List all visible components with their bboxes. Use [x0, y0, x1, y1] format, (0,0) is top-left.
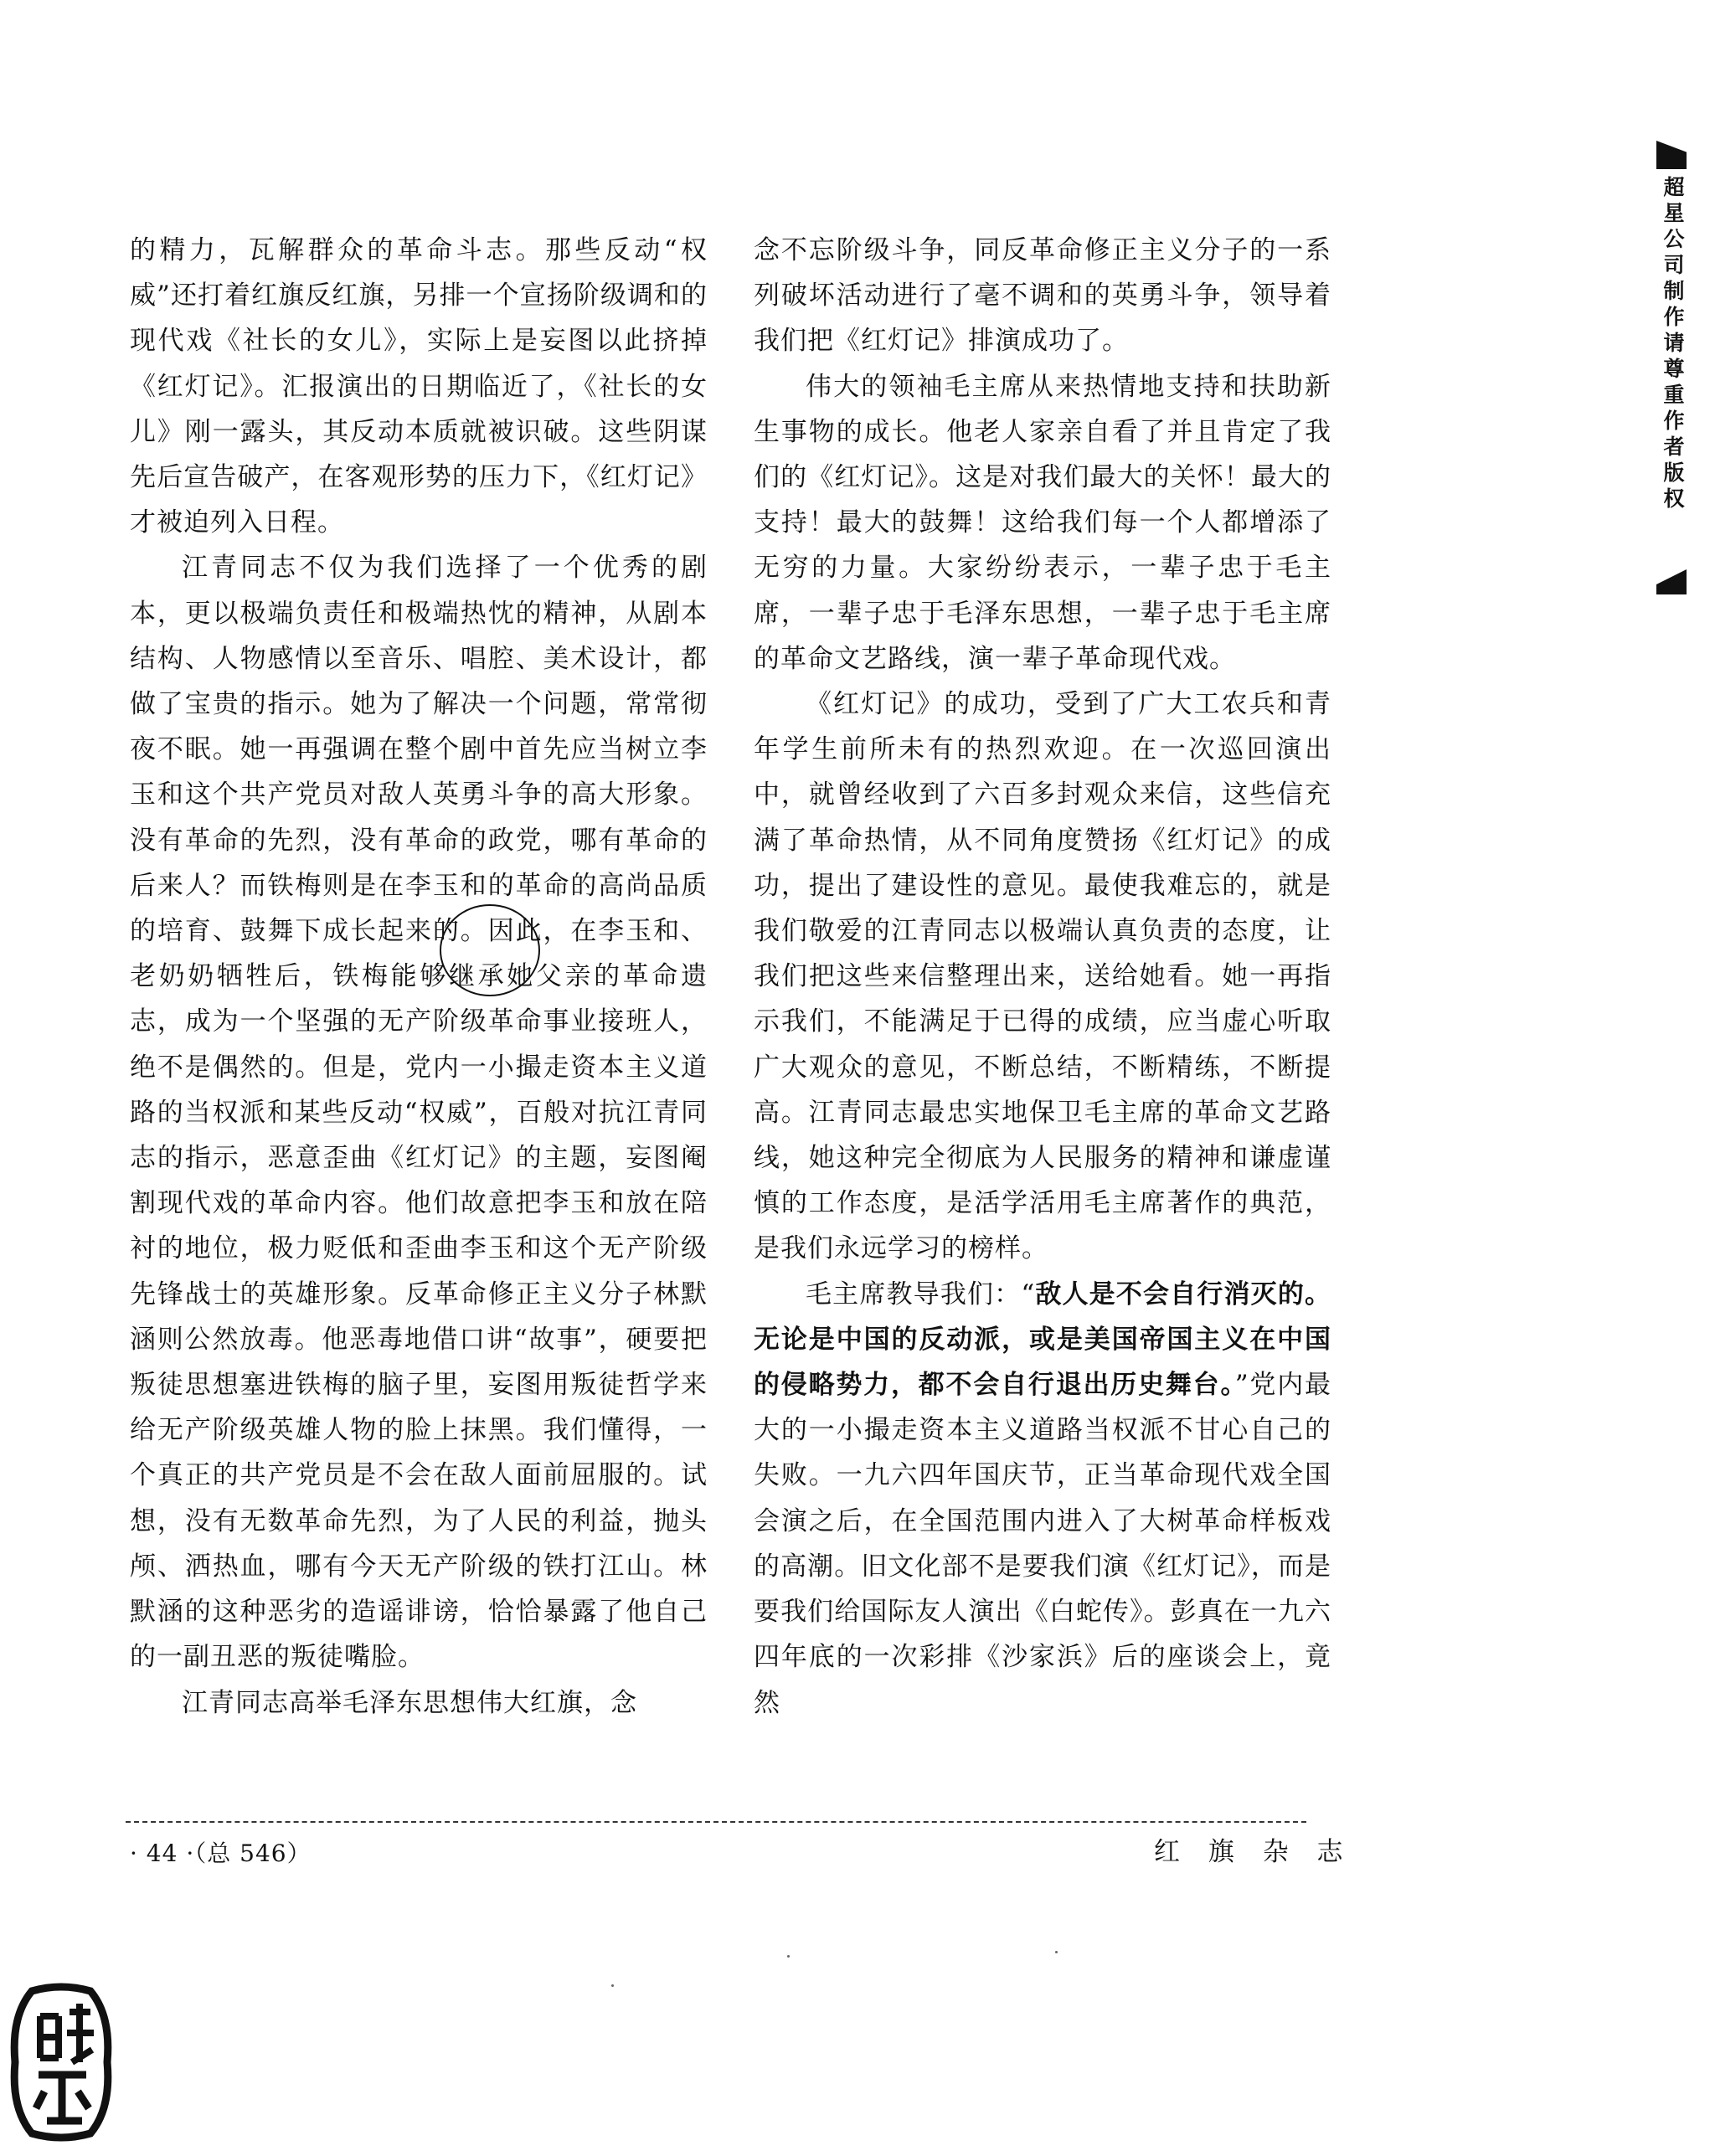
scan-speck	[611, 1984, 614, 1987]
paragraph: 念不忘阶级斗争，同反革命修正主义分子的一系列破坏活动进行了毫不调和的英勇斗争，领导着我们把《红灯记》排演成功了。	[754, 235, 1331, 357]
page-number: · 44 ·（总 546）	[130, 1840, 312, 1867]
scan-speck	[787, 1955, 790, 1958]
paragraph: 的精力，瓦解群众的革命斗志。那些反动“权威”还打着红旗反红旗，另排一个宣扬阶级调和的现代戏《社长的女儿》，实际上是妄图以此挤掉《红灯记》。汇报演出的日期临近了，《社长的女儿》刚一露头，其反动本质就被识破。这些阴谋先后宣告破产，在客观形势的压力下，《红灯记》才被迫列入日程。	[130, 235, 708, 538]
left-column	[130, 228, 708, 1726]
paragraph-text: ”党内最大的一小撮走资本主义道路当权派不甘心自己的失败。一九六四年国庆节，正当革命现代戏全国会演之后，在全国范围内进入了大树革命样板戏的高潮。旧文化部不是要我们演《红灯记》，而是要我们给国际友人演出《白蛇传》。彭真在一九六四年底的一次彩排《沙家浜》后的座谈会上，竟然	[754, 1370, 1331, 1718]
copyright-notice: 超星公司制作请尊重作者版权	[1661, 176, 1685, 513]
right-column	[754, 228, 1331, 1726]
side-bar-top	[1656, 141, 1687, 169]
handwritten-circle-mark	[440, 904, 540, 996]
paragraph-with-quotation	[754, 1272, 1331, 1726]
paragraph: 伟大的领袖毛主席从来热情地支持和扶助新生事物的成长。他老人家亲自看了并且肯定了我们的《红灯记》。这是对我们最大的关怀！最大的支持！最大的鼓舞！这给我们每一个人都增添了无穷的力量。大家纷纷表示，一辈子忠于毛主席，一辈子忠于毛泽东思想，一辈子忠于毛主席的革命文艺路线，演一辈子革命现代戏。	[754, 371, 1331, 674]
side-bar-bottom	[1656, 569, 1687, 594]
seal-stamp-icon	[7, 1983, 116, 2142]
scan-speck	[1055, 1951, 1058, 1953]
footer-divider	[126, 1821, 1306, 1823]
paragraph-text: 毛主席教导我们：“	[806, 1279, 1036, 1310]
paragraph: 江青同志不仅为我们选择了一个优秀的剧本，更以极端负责任和极端热忱的精神，从剧本结构、人物感情以至音乐、唱腔、美术设计，都做了宝贵的指示。她为了解决一个问题，常常彻夜不眠。她一再强调在整个剧中首先应当树立李玉和这个共产党员对敌人英勇斗争的高大形象。没有革命的先烈，没有革命的政党，哪有革命的后来人？而铁梅则是在李玉和的革命的高尚品质的培育、鼓舞下成长起来的。因此，在李玉和、老奶奶牺牲后，铁梅能够继承她父亲的革命遗志，成为一个坚强的无产阶级革命事业接班人，绝不是偶然的。但是，党内一小撮走资本主义道路的当权派和某些反动“权威”，百般对抗江青同志的指示，恶意歪曲《红灯记》的主题，妄图阉割现代戏的革命内容。他们故意把李玉和放在陪衬的地位，极力贬低和歪曲李玉和这个无产阶级先锋战士的英雄形象。反革命修正主义分子林默涵则公然放毒。他恶毒地借口讲“故事”，硬要把叛徒思想塞进铁梅的脑子里，妄图用叛徒哲学来给无产阶级英雄人物的脸上抹黑。我们懂得，一个真正的共产党员是不会在敌人面前屈服的。试想，没有无数革命先烈，为了人民的利益，抛头颅、洒热血，哪有今天无产阶级的铁打江山。林默涵的这种恶劣的造谣诽谤，恰恰暴露了他自己的一副丑恶的叛徒嘴脸。	[130, 553, 708, 1673]
mao-quotation: 敌人是不会自行消灭的。无论是中国的反动派，或是美国帝国主义在中国的侵略势力，都不会自行退出历史舞台。	[754, 1279, 1331, 1401]
magazine-name: 红 旗 杂 志	[1154, 1837, 1353, 1867]
paragraph: 《红灯记》的成功，受到了广大工农兵和青年学生前所未有的热烈欢迎。在一次巡回演出中，就曾经收到了六百多封观众来信，这些信充满了革命热情，从不同角度赞扬《红灯记》的成功，提出了建设性的意见。最使我难忘的，就是我们敬爱的江青同志以极端认真负责的态度，让我们把这些来信整理出来，送给她看。她一再指示我们，不能满足于已得的成绩，应当虚心听取广大观众的意见，不断总结，不断精练，不断提高。江青同志最忠实地保卫毛主席的革命文艺路线，她这种完全彻底为人民服务的精神和谦虚谨慎的工作态度，是活学活用毛主席著作的典范，是我们永远学习的榜样。	[754, 689, 1331, 1264]
paragraph: 江青同志高举毛泽东思想伟大红旗，念	[182, 1687, 637, 1718]
